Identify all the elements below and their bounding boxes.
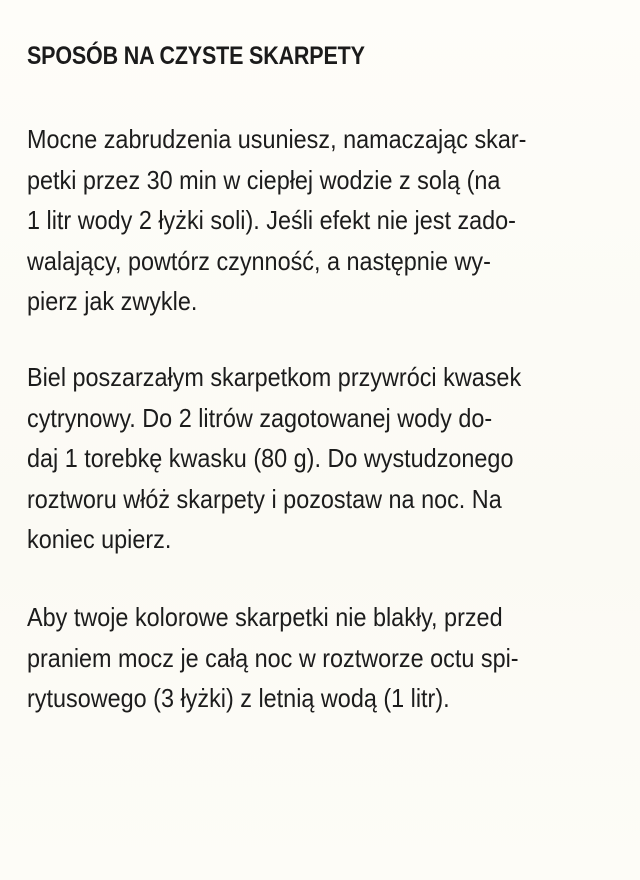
text-line: koniec upierz.: [27, 524, 172, 554]
text-line: Biel poszarzałym skarpetkom przywróci kwasek: [27, 362, 522, 392]
text-line: praniem mocz je całą noc w roztworze octu spi-: [27, 642, 519, 673]
text-line: roztworu włóż skarpety i pozostaw na noc. Na: [27, 483, 502, 514]
text-line: Aby twoje kolorowe skarpetki nie blakły, przed: [27, 602, 503, 632]
paragraph-salt-soak: [27, 119, 582, 322]
text-line: Mocne zabrudzenia usuniesz, namaczając skar-: [27, 124, 527, 154]
text-line: daj 1 torebkę kwasku (80 g). Do wystudzonego: [27, 443, 514, 473]
text-line: cytrynowy. Do 2 litrów zagotowanej wody do-: [27, 402, 493, 433]
text-line: pierz jak zwykle.: [27, 286, 198, 316]
article-title: SPOSÓB NA CZYSTE SKARPETY: [27, 42, 365, 70]
text-line: petki przez 30 min w ciepłej wodzie z solą (na: [27, 164, 501, 195]
text-line: rytusowego (3 łyżki) z letnią wodą (1 litr).: [27, 683, 450, 713]
paragraph-citric-acid: [27, 357, 576, 560]
text-line: walający, powtórz czynność, a następnie wy-: [27, 245, 491, 276]
text-line: 1 litr wody 2 łyżki soli). Jeśli efekt nie jest zado-: [27, 205, 516, 235]
paragraph-vinegar-soak: [27, 597, 573, 719]
